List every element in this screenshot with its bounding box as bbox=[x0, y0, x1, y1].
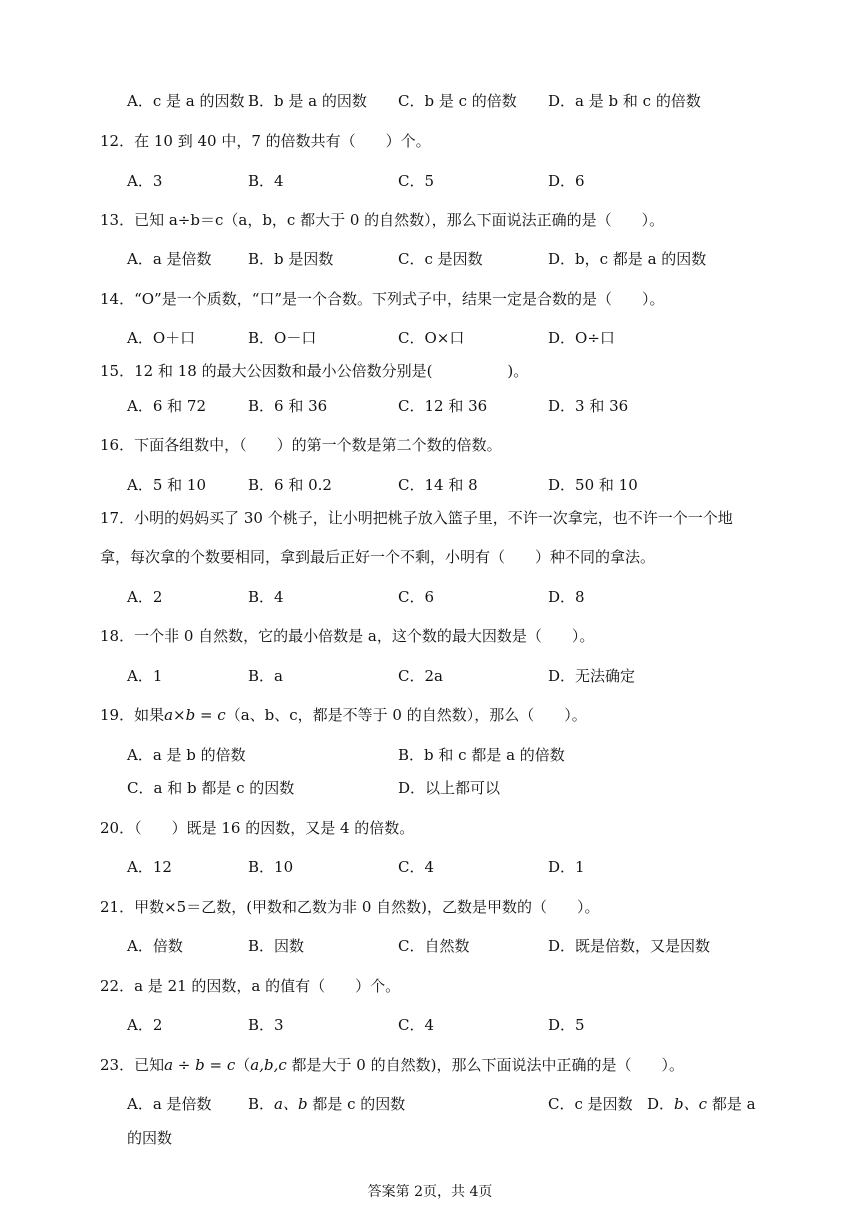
q23-option-b-vars: a、b bbox=[274, 1095, 308, 1113]
q18-stem: 18．一个非 0 自然数，它的最小倍数是 a，这个数的最大因数是（ ）。 bbox=[100, 627, 595, 645]
q12-option-c: C．5 bbox=[398, 172, 435, 190]
q17-option-c: C．6 bbox=[398, 588, 435, 606]
q18-option-b: B．a bbox=[248, 667, 283, 685]
q23-formula: a ÷ b = c bbox=[164, 1056, 236, 1074]
q16-stem: 16．下面各组数中，（ ）的第一个数是第二个数的倍数。 bbox=[100, 436, 502, 454]
q19-stem-suffix: （a、b、c，都是不等于 0 的自然数），那么（ ）。 bbox=[225, 706, 587, 724]
q16-option-d: D．50 和 10 bbox=[548, 476, 638, 494]
q23-option-b bbox=[248, 1093, 405, 1114]
q19-option-d: D．以上都可以 bbox=[398, 779, 501, 797]
q20-stem: 20．（ ）既是 16 的因数，又是 4 的倍数。 bbox=[100, 819, 415, 837]
q23-option-b-prefix: B． bbox=[248, 1095, 275, 1113]
q21-option-a: A．倍数 bbox=[127, 937, 183, 955]
q11-option-a: A．c 是 a 的因数 bbox=[127, 92, 245, 110]
q18-option-a: A．1 bbox=[127, 667, 163, 685]
q23-option-d-suffix: 都是 a bbox=[707, 1095, 756, 1113]
q17-stem-line2: 拿，每次拿的个数要相同，拿到最后正好一个不剩，小明有（ ）种不同的拿法。 bbox=[100, 548, 656, 566]
q15-option-a: A．6 和 72 bbox=[127, 397, 206, 415]
q17-option-a: A．2 bbox=[127, 588, 163, 606]
q23-option-d-vars: b、c bbox=[674, 1095, 708, 1113]
q23-option-d-prefix: D． bbox=[647, 1095, 675, 1113]
q22-option-c: C．4 bbox=[398, 1016, 435, 1034]
q23-option-a: A．a 是倍数 bbox=[127, 1095, 212, 1113]
q13-option-a: A．a 是倍数 bbox=[127, 250, 212, 268]
q13-option-c: C．c 是因数 bbox=[398, 250, 483, 268]
q23-option-d-wrap: 的因数 bbox=[127, 1129, 173, 1147]
q23-stem-prefix: 23．已知 bbox=[100, 1056, 165, 1074]
q23-option-d bbox=[647, 1093, 756, 1114]
q14-option-c: C．O×口 bbox=[398, 329, 465, 347]
q20-option-c: C．4 bbox=[398, 858, 435, 876]
q22-stem: 22．a 是 21 的因数，a 的值有（ ）个。 bbox=[100, 977, 401, 995]
q15-option-d: D．3 和 36 bbox=[548, 397, 629, 415]
q18-option-d: D．无法确定 bbox=[548, 667, 636, 685]
q22-option-b: B．3 bbox=[248, 1016, 284, 1034]
q14-option-d: D．O÷口 bbox=[548, 329, 615, 347]
q16-option-b: B．6 和 0.2 bbox=[248, 476, 332, 494]
q19-stem bbox=[100, 704, 587, 725]
q19-formula: a×b = c bbox=[164, 706, 226, 724]
q14-option-b: B．O－口 bbox=[248, 329, 317, 347]
q15-option-b: B．6 和 36 bbox=[248, 397, 328, 415]
q18-option-c: C．2a bbox=[398, 667, 443, 685]
q21-option-d: D．既是倍数，又是因数 bbox=[548, 937, 711, 955]
q13-option-d: D．b，c 都是 a 的因数 bbox=[548, 250, 707, 268]
q13-stem: 13．已知 a÷b＝c（a，b，c 都大于 0 的自然数），那么下面说法正确的是（ ）。 bbox=[100, 211, 665, 229]
q15-option-c: C．12 和 36 bbox=[398, 397, 488, 415]
q22-option-a: A．2 bbox=[127, 1016, 163, 1034]
q19-option-c: C．a 和 b 都是 c 的因数 bbox=[127, 779, 295, 797]
q12-option-a: A．3 bbox=[127, 172, 163, 190]
q21-option-b: B．因数 bbox=[248, 937, 305, 955]
q12-option-d: D．6 bbox=[548, 172, 585, 190]
q19-stem-prefix: 19．如果 bbox=[100, 706, 165, 724]
q19-option-b: B．b 和 c 都是 a 的倍数 bbox=[398, 746, 565, 764]
q23-option-b-suffix: 都是 c 的因数 bbox=[307, 1095, 406, 1113]
q23-stem bbox=[100, 1054, 684, 1075]
q23-option-c: C．c 是因数 bbox=[548, 1095, 633, 1113]
q16-option-c: C．14 和 8 bbox=[398, 476, 478, 494]
q11-option-c: C．b 是 c 的倍数 bbox=[398, 92, 517, 110]
q17-stem-line1: 17．小明的妈妈买了 30 个桃子，让小明把桃子放入篮子里，不许一次拿完，也不许一个一个地 bbox=[100, 509, 733, 527]
q22-option-d: D．5 bbox=[548, 1016, 585, 1034]
q13-option-b: B．b 是因数 bbox=[248, 250, 334, 268]
q14-stem: 14．“O”是一个质数，“口”是一个合数。下列式子中，结果一定是合数的是（ ）。 bbox=[100, 290, 665, 308]
q21-stem: 21．甲数×5＝乙数，(甲数和乙数为非 0 自然数)，乙数是甲数的（ ）。 bbox=[100, 898, 600, 916]
q19-option-a: A．a 是 b 的倍数 bbox=[127, 746, 246, 764]
q21-option-c: C．自然数 bbox=[398, 937, 470, 955]
q23-vars: a,b,c bbox=[250, 1056, 287, 1074]
q16-option-a: A．5 和 10 bbox=[127, 476, 206, 494]
q23-stem-suffix: 都是大于 0 的自然数)，那么下面说法中正确的是（ ）。 bbox=[286, 1056, 684, 1074]
q17-option-b: B．4 bbox=[248, 588, 284, 606]
q11-option-d: D．a 是 b 和 c 的倍数 bbox=[548, 92, 701, 110]
q12-stem: 12．在 10 到 40 中，7 的倍数共有（ ）个。 bbox=[100, 132, 431, 150]
q11-option-b: B．b 是 a 的因数 bbox=[248, 92, 367, 110]
q23-paren: （ bbox=[235, 1056, 251, 1074]
q15-stem: 15．12 和 18 的最大公因数和最小公倍数分别是( )。 bbox=[100, 362, 529, 380]
q20-option-b: B．10 bbox=[248, 858, 294, 876]
q20-option-d: D．1 bbox=[548, 858, 585, 876]
q12-option-b: B．4 bbox=[248, 172, 284, 190]
page-footer: 答案第 2页，共 4页 bbox=[367, 1184, 493, 1200]
q17-option-d: D．8 bbox=[548, 588, 585, 606]
q14-option-a: A．O＋口 bbox=[127, 329, 196, 347]
q20-option-a: A．12 bbox=[127, 858, 172, 876]
